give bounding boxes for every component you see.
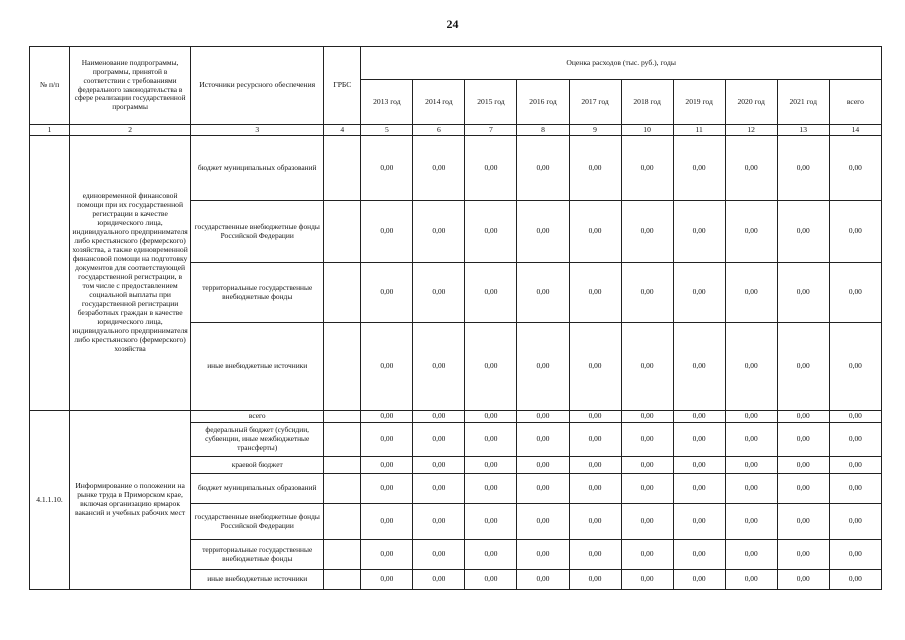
- value-cell: 0,00: [673, 323, 725, 411]
- grbs-cell: [324, 474, 361, 504]
- column-number: 14: [829, 125, 881, 136]
- year-header: 2016 год: [517, 80, 569, 125]
- grbs-cell: [324, 423, 361, 457]
- value-cell: 0,00: [725, 263, 777, 323]
- value-cell: 0,00: [829, 540, 881, 570]
- value-cell: 0,00: [465, 457, 517, 474]
- value-cell: 0,00: [829, 570, 881, 590]
- value-cell: 0,00: [673, 474, 725, 504]
- value-cell: 0,00: [517, 457, 569, 474]
- funding-source: федеральный бюджет (субсидии, субвенции, иные межбюджетные трансферты): [191, 423, 324, 457]
- value-cell: 0,00: [829, 201, 881, 263]
- value-cell: 0,00: [413, 201, 465, 263]
- value-cell: 0,00: [465, 504, 517, 540]
- year-header: 2014 год: [413, 80, 465, 125]
- value-cell: 0,00: [517, 423, 569, 457]
- value-cell: 0,00: [829, 411, 881, 423]
- value-cell: 0,00: [725, 201, 777, 263]
- value-cell: 0,00: [725, 423, 777, 457]
- value-cell: 0,00: [673, 201, 725, 263]
- value-cell: 0,00: [621, 411, 673, 423]
- value-cell: 0,00: [465, 540, 517, 570]
- value-cell: 0,00: [413, 474, 465, 504]
- funding-source: всего: [191, 411, 324, 423]
- column-number: 11: [673, 125, 725, 136]
- value-cell: 0,00: [673, 411, 725, 423]
- value-cell: 0,00: [465, 201, 517, 263]
- year-header: 2017 год: [569, 80, 621, 125]
- value-cell: 0,00: [725, 323, 777, 411]
- value-cell: 0,00: [465, 570, 517, 590]
- value-cell: 0,00: [829, 474, 881, 504]
- value-cell: 0,00: [569, 570, 621, 590]
- value-cell: 0,00: [777, 474, 829, 504]
- value-cell: 0,00: [517, 570, 569, 590]
- value-cell: 0,00: [361, 263, 413, 323]
- value-cell: 0,00: [621, 201, 673, 263]
- value-cell: 0,00: [673, 457, 725, 474]
- value-cell: 0,00: [725, 474, 777, 504]
- value-cell: 0,00: [777, 504, 829, 540]
- value-cell: 0,00: [361, 323, 413, 411]
- value-cell: 0,00: [361, 136, 413, 201]
- block1-name: единовременной финансовой помощи при их государственной регистрации в качестве юридического лица, индивидуального предпринимателя либо крестьянского (фермерского) хозяйства, а также единовременной финансовой помощи на подготовку документов для соответствующей государственной регистрации, в том числе с предоставлением социальной выплаты при государственной регистрации безработных граждан в качестве юридического лица, индивидуального предпринимателя либо крестьянского (фермерского) хозяйства: [70, 136, 191, 411]
- value-cell: 0,00: [465, 423, 517, 457]
- year-header: 2013 год: [361, 80, 413, 125]
- value-cell: 0,00: [829, 263, 881, 323]
- value-cell: 0,00: [777, 323, 829, 411]
- value-cell: 0,00: [361, 457, 413, 474]
- column-number: 7: [465, 125, 517, 136]
- value-cell: 0,00: [517, 263, 569, 323]
- value-cell: 0,00: [517, 136, 569, 201]
- value-cell: 0,00: [413, 136, 465, 201]
- value-cell: 0,00: [673, 136, 725, 201]
- value-cell: 0,00: [517, 540, 569, 570]
- value-cell: 0,00: [517, 323, 569, 411]
- value-cell: 0,00: [829, 423, 881, 457]
- value-cell: 0,00: [361, 504, 413, 540]
- column-number: 2: [70, 125, 191, 136]
- value-cell: 0,00: [517, 411, 569, 423]
- value-cell: 0,00: [413, 323, 465, 411]
- value-cell: 0,00: [621, 474, 673, 504]
- value-cell: 0,00: [621, 504, 673, 540]
- column-number: 3: [191, 125, 324, 136]
- value-cell: 0,00: [569, 457, 621, 474]
- value-cell: 0,00: [361, 411, 413, 423]
- column-number: 8: [517, 125, 569, 136]
- value-cell: 0,00: [361, 201, 413, 263]
- value-cell: 0,00: [829, 504, 881, 540]
- value-cell: 0,00: [413, 504, 465, 540]
- column-number: 13: [777, 125, 829, 136]
- column-number: 1: [30, 125, 70, 136]
- value-cell: 0,00: [673, 423, 725, 457]
- value-cell: 0,00: [621, 323, 673, 411]
- value-cell: 0,00: [777, 570, 829, 590]
- value-cell: 0,00: [725, 136, 777, 201]
- value-cell: 0,00: [569, 504, 621, 540]
- value-cell: 0,00: [777, 201, 829, 263]
- value-cell: 0,00: [361, 570, 413, 590]
- value-cell: 0,00: [621, 263, 673, 323]
- value-cell: 0,00: [725, 504, 777, 540]
- header-grbs: ГРБС: [324, 47, 361, 125]
- value-cell: 0,00: [569, 540, 621, 570]
- value-cell: 0,00: [621, 457, 673, 474]
- year-header: 2020 год: [725, 80, 777, 125]
- value-cell: 0,00: [621, 540, 673, 570]
- funding-source: бюджет муниципальных образований: [191, 136, 324, 201]
- funding-source: государственные внебюджетные фонды Российской Федерации: [191, 201, 324, 263]
- value-cell: 0,00: [777, 411, 829, 423]
- funding-source: иные внебюджетные источники: [191, 323, 324, 411]
- funding-source: бюджет муниципальных образований: [191, 474, 324, 504]
- grbs-cell: [324, 323, 361, 411]
- funding-source: государственные внебюджетные фонды Российской Федерации: [191, 504, 324, 540]
- page-number: 24: [446, 17, 459, 31]
- grbs-cell: [324, 136, 361, 201]
- header-sources: Источники ресурсного обеспечения: [191, 47, 324, 125]
- value-cell: 0,00: [725, 570, 777, 590]
- value-cell: 0,00: [569, 201, 621, 263]
- block1-number: [30, 136, 70, 411]
- value-cell: 0,00: [725, 411, 777, 423]
- value-cell: 0,00: [465, 263, 517, 323]
- value-cell: 0,00: [569, 474, 621, 504]
- column-number: 9: [569, 125, 621, 136]
- value-cell: 0,00: [569, 323, 621, 411]
- value-cell: 0,00: [777, 457, 829, 474]
- value-cell: 0,00: [777, 136, 829, 201]
- value-cell: 0,00: [569, 411, 621, 423]
- value-cell: 0,00: [413, 263, 465, 323]
- value-cell: 0,00: [777, 540, 829, 570]
- table-row: [30, 411, 882, 423]
- value-cell: 0,00: [725, 457, 777, 474]
- grbs-cell: [324, 540, 361, 570]
- value-cell: 0,00: [673, 540, 725, 570]
- year-header: 2021 год: [777, 80, 829, 125]
- funding-source: территориальные государственные внебюджетные фонды: [191, 263, 324, 323]
- year-header: 2019 год: [673, 80, 725, 125]
- column-number: 6: [413, 125, 465, 136]
- header-name: Наименование подпрограммы, программы, принятой в соответствии с требованиями федерального законодательства в сфере реализации государственной программы: [70, 47, 191, 125]
- value-cell: 0,00: [465, 411, 517, 423]
- block2-name: Информирование о положении на рынке труда в Приморском крае, включая организацию ярмарок вакансий и учебных рабочих мест: [70, 411, 191, 590]
- grbs-cell: [324, 457, 361, 474]
- value-cell: 0,00: [361, 474, 413, 504]
- value-cell: 0,00: [465, 323, 517, 411]
- value-cell: 0,00: [569, 423, 621, 457]
- value-cell: 0,00: [517, 504, 569, 540]
- grbs-cell: [324, 570, 361, 590]
- value-cell: 0,00: [621, 136, 673, 201]
- value-cell: 0,00: [829, 457, 881, 474]
- value-cell: 0,00: [361, 423, 413, 457]
- year-header: 2015 год: [465, 80, 517, 125]
- value-cell: 0,00: [621, 423, 673, 457]
- value-cell: 0,00: [517, 474, 569, 504]
- block2-number: 4.1.1.10.: [30, 411, 70, 590]
- grbs-cell: [324, 411, 361, 423]
- value-cell: 0,00: [413, 540, 465, 570]
- grbs-cell: [324, 504, 361, 540]
- value-cell: 0,00: [361, 540, 413, 570]
- value-cell: 0,00: [465, 136, 517, 201]
- column-number: 12: [725, 125, 777, 136]
- value-cell: 0,00: [621, 570, 673, 590]
- column-number: 10: [621, 125, 673, 136]
- value-cell: 0,00: [465, 474, 517, 504]
- value-cell: 0,00: [413, 411, 465, 423]
- funding-source: иные внебюджетные источники: [191, 570, 324, 590]
- year-header: 2018 год: [621, 80, 673, 125]
- value-cell: 0,00: [569, 136, 621, 201]
- grbs-cell: [324, 263, 361, 323]
- grbs-cell: [324, 201, 361, 263]
- column-number: 5: [361, 125, 413, 136]
- header-num: № п/п: [30, 47, 70, 125]
- value-cell: 0,00: [517, 201, 569, 263]
- header-expenses: Оценка расходов (тыс. руб.), годы: [361, 47, 882, 80]
- column-number: 4: [324, 125, 361, 136]
- value-cell: 0,00: [829, 323, 881, 411]
- value-cell: 0,00: [725, 540, 777, 570]
- table-row: [30, 136, 882, 201]
- funding-source: краевой бюджет: [191, 457, 324, 474]
- value-cell: 0,00: [777, 423, 829, 457]
- expenses-table: [29, 46, 882, 590]
- value-cell: 0,00: [777, 263, 829, 323]
- value-cell: 0,00: [413, 423, 465, 457]
- value-cell: 0,00: [673, 263, 725, 323]
- value-cell: 0,00: [413, 570, 465, 590]
- year-header: всего: [829, 80, 881, 125]
- value-cell: 0,00: [673, 504, 725, 540]
- value-cell: 0,00: [673, 570, 725, 590]
- funding-source: территориальные государственные внебюджетные фонды: [191, 540, 324, 570]
- value-cell: 0,00: [413, 457, 465, 474]
- value-cell: 0,00: [829, 136, 881, 201]
- value-cell: 0,00: [569, 263, 621, 323]
